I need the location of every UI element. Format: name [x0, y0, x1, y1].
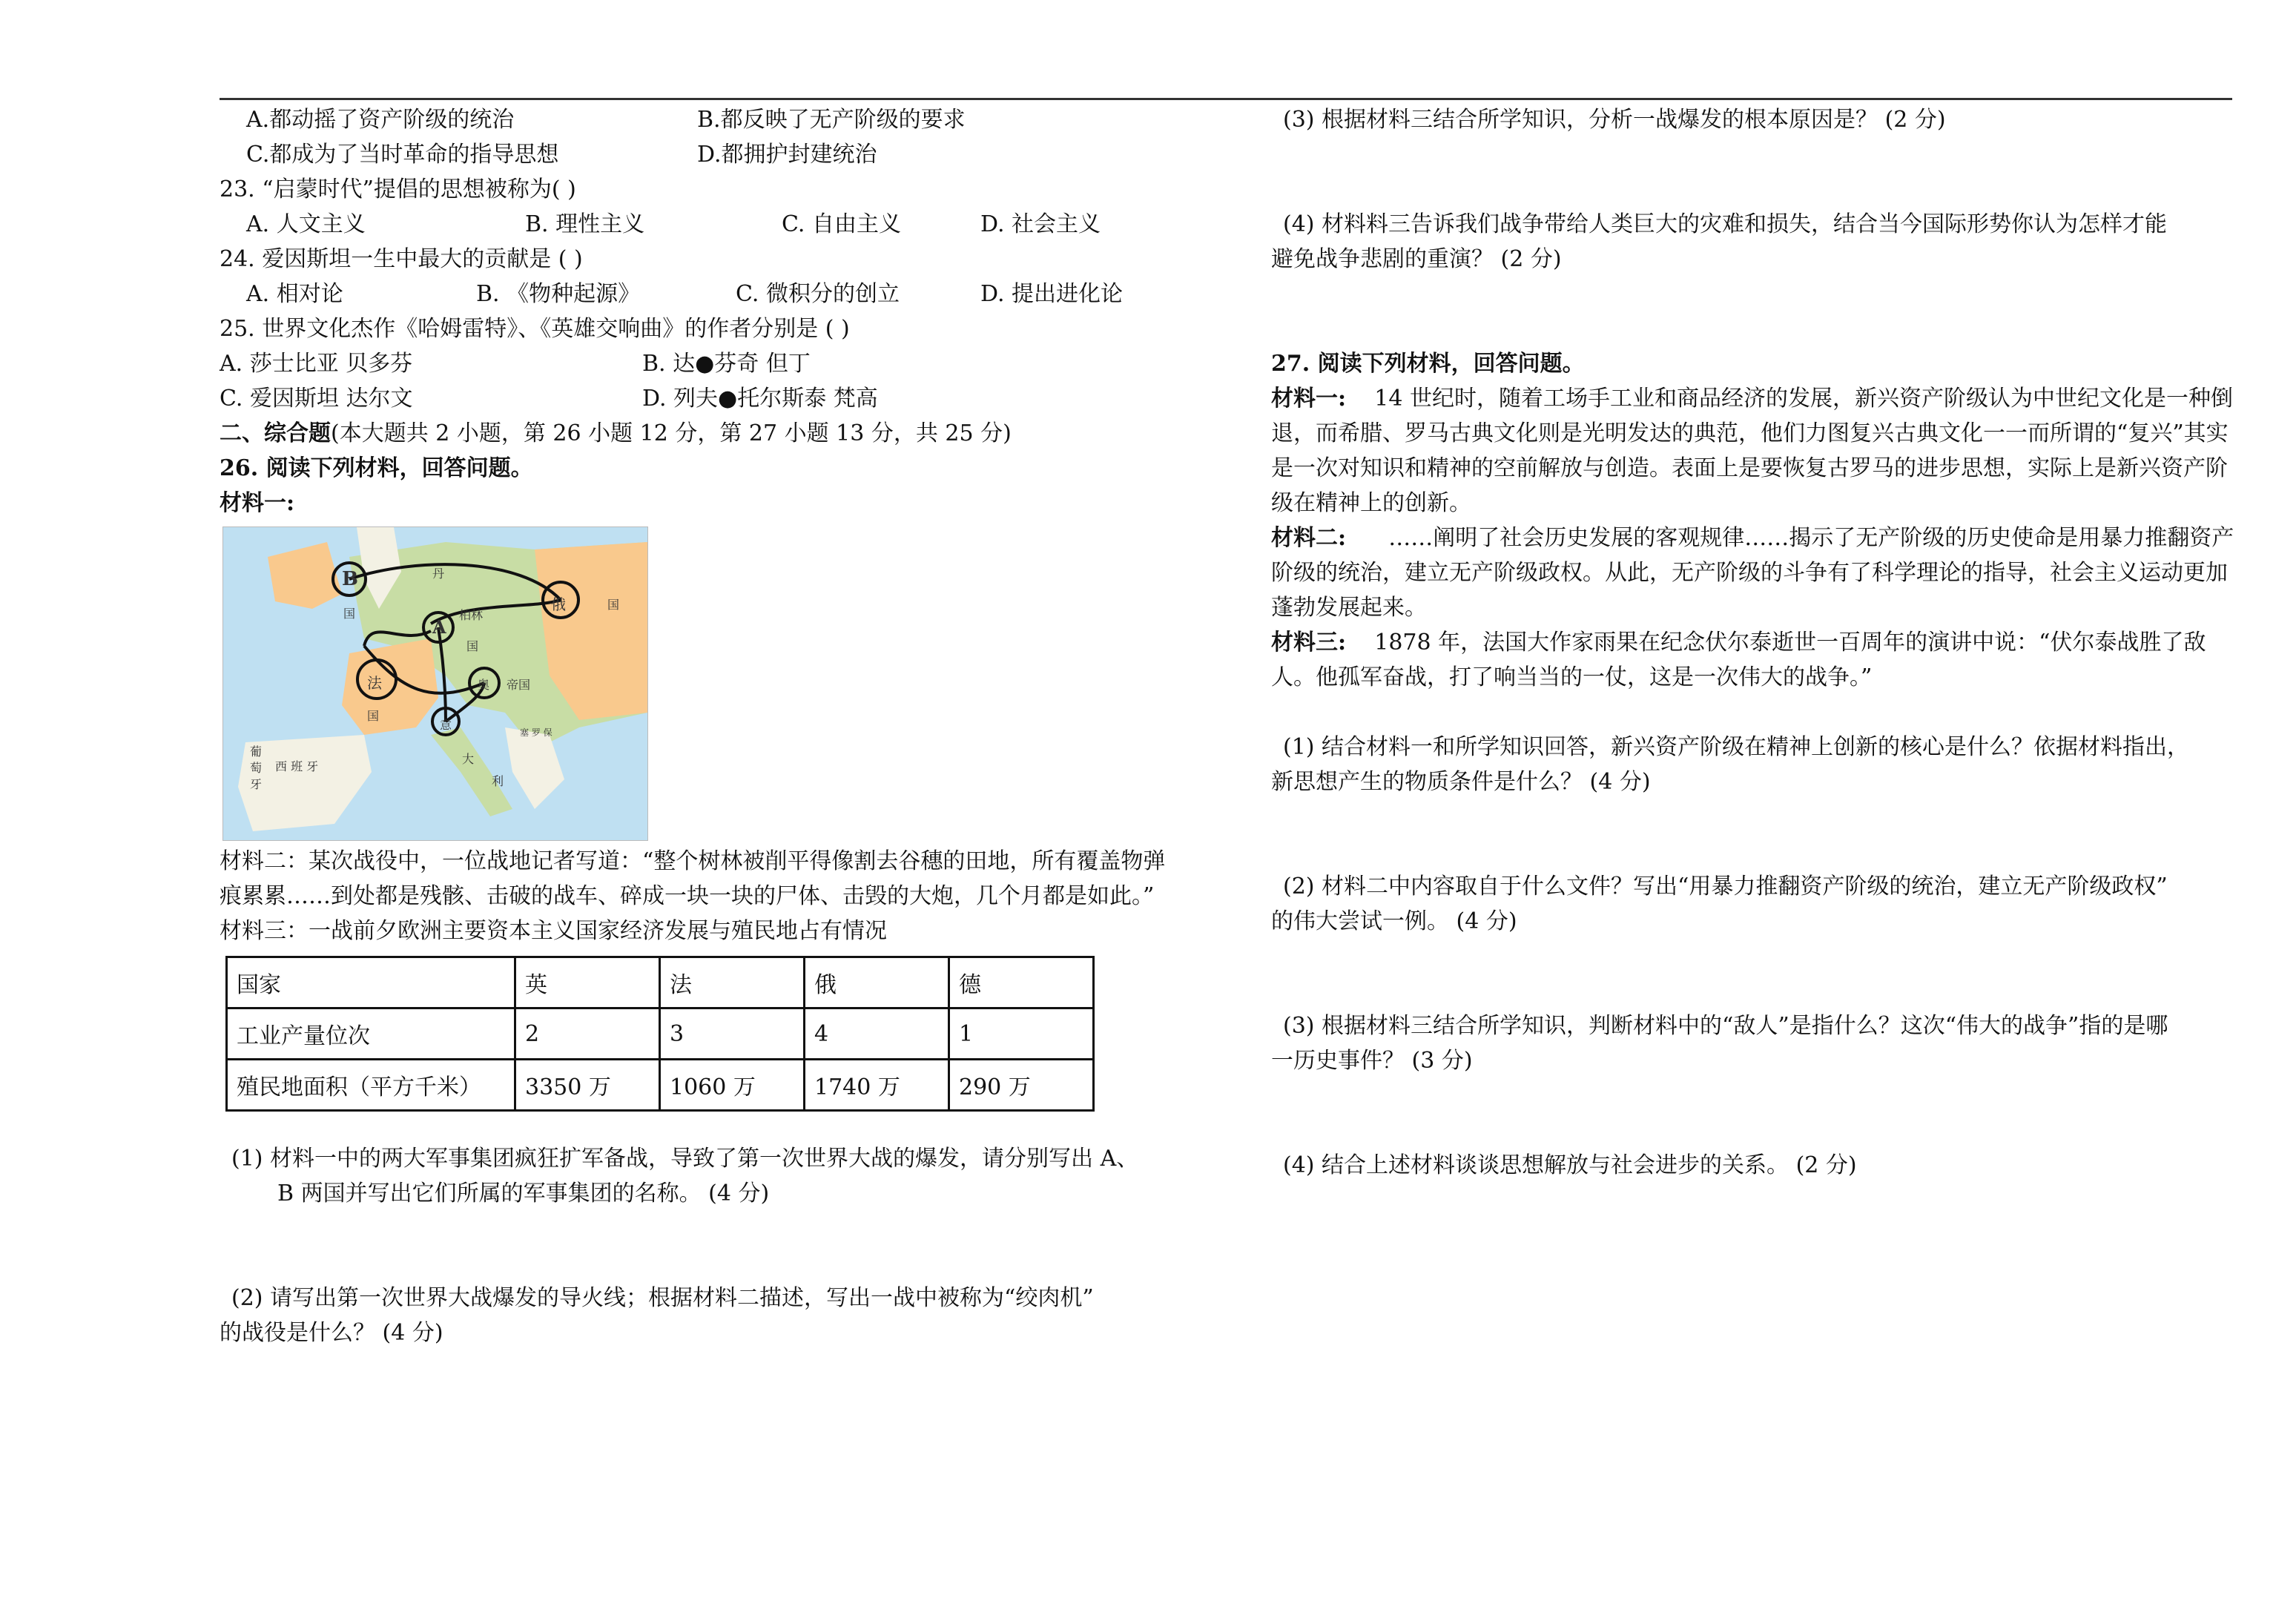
q22-option-d: D.都拥护封建统治 — [697, 142, 877, 168]
q26-part2-line2: 的战役是什么？ (4 分) — [220, 1320, 443, 1346]
map-label-e: 俄 — [551, 595, 566, 613]
map-label-portugal-2: 萄 — [250, 761, 263, 775]
table-cell: 德 — [949, 957, 1094, 1008]
q26-part1-line1: (1) 材料一中的两大军事集团疯狂扩军备战，导致了第一次世界大战的爆发，请分别写出 A、 — [231, 1146, 1139, 1172]
table-cell: 3350 万 — [515, 1060, 660, 1111]
q22-option-a: A.都动摇了资产阶级的统治 — [246, 107, 515, 133]
section2-description: (本大题共 2 小题，第 26 小题 12 分，第 27 小题 13 分，共 25 分) — [331, 420, 1012, 446]
q24-options — [220, 277, 1184, 311]
q27-part3-line1: (3) 根据材料三结合所学知识，判断材料中的“敌人”是指什么？这次“伟大的战争”指的是哪 — [1283, 1013, 2168, 1039]
q22-option-b: B.都反映了无产阶级的要求 — [697, 107, 966, 133]
map-label-a: A — [432, 616, 446, 638]
q27-material3 — [1271, 625, 2235, 695]
q23-option-d: D. 社会主义 — [980, 211, 1101, 237]
q27-part3-line2: 一历史事件？ (3 分) — [1271, 1048, 1473, 1074]
right-column — [1271, 102, 2240, 1183]
q27-title: 27. 阅读下列材料，回答问题。 — [1271, 351, 1585, 377]
q23-option-a: A. 人文主义 — [246, 211, 366, 237]
map-label-da: 大 — [462, 752, 475, 766]
q25-option-b: B. 达●芬奇 但丁 — [642, 351, 811, 377]
europe-alliances-map — [222, 526, 648, 841]
q25-option-a: A. 莎士比亚 贝多芬 — [220, 351, 413, 377]
q26-part4-line1: (4) 材料料三告诉我们战争带给人类巨大的灾难和损失，结合当今国际形势你认为怎样才能 — [1283, 211, 2168, 237]
map-label-spain: 西 班 牙 — [275, 759, 319, 773]
map-label-e-guo: 国 — [607, 598, 620, 612]
q27-material3-text: 1878 年，法国大作家雨果在纪念伏尔泰逝世一百周年的演讲中说：“伏尔泰战胜了敌人。他孤军奋战，打了响当当的一仗，这是一次伟大的战争。” — [1271, 630, 2206, 690]
q26-title: 26. 阅读下列材料，回答问题。 — [220, 455, 533, 481]
table-cell: 4 — [805, 1008, 949, 1060]
table-row — [227, 957, 1094, 1008]
map-label-portugal-3: 牙 — [250, 777, 263, 791]
table-cell: 1 — [949, 1008, 1094, 1060]
q22-options-row2 — [220, 137, 1184, 172]
q27-part4: (4) 结合上述材料谈谈思想解放与社会进步的关系。 (2 分) — [1283, 1152, 1857, 1178]
map-label-ying-guo: 国 — [343, 607, 356, 621]
q26-part3: (3) 根据材料三结合所学知识，分析一战爆发的根本原因是？ (2 分) — [1283, 107, 1946, 133]
q27-material2-label: 材料二: — [1271, 525, 1347, 551]
q27-part1-line2: 新思想产生的物质条件是什么？ (4 分) — [1271, 769, 1651, 795]
map-label-yi: 意 — [440, 718, 452, 732]
q26-material3-title: 材料三：一战前夕欧洲主要资本主义国家经济发展与殖民地占有情况 — [220, 918, 887, 944]
q27-material1-text: 14 世纪时，随着工场手工业和商品经济的发展，新兴资产阶级认为中世纪文化是一种倒退，而希腊、罗马古典文化则是光明发达的典范，他们力图复兴古典文化一一而所谓的“复兴”其实是一次对知识和精神的空前解放与创造。表面上是要恢复古罗马的进步思想，实际上是新兴资产阶级在精神上的创新。 — [1271, 386, 2233, 516]
map-label-b: B — [342, 568, 358, 590]
section2-label: 二、综合题 — [220, 420, 331, 446]
table-cell: 法 — [660, 957, 805, 1008]
table-row — [227, 1060, 1094, 1111]
map-label-balkans: 塞 罗 保 — [520, 727, 552, 738]
table-cell: 工业产量位次 — [227, 1008, 515, 1060]
q26-material2: 材料二：某次战役中，一位战地记者写道：“整个树林被削平得像割去谷穗的田地，所有覆盖物弹痕累累……到处都是残骸、击破的战车、碎成一块一块的尸体、击毁的大炮，几个月都是如此。” — [220, 848, 1166, 909]
q27-material2 — [1271, 521, 2235, 625]
q23-question: 23. “启蒙时代”提倡的思想被称为( ) — [220, 176, 576, 202]
map-label-li: 利 — [492, 774, 504, 788]
map-label-fa-guo: 国 — [367, 709, 380, 723]
q25-option-d: D. 列夫●托尔斯泰 梵高 — [642, 386, 878, 412]
table-cell: 1060 万 — [660, 1060, 805, 1111]
map-label-portugal-1: 葡 — [250, 745, 263, 759]
table-row — [227, 1008, 1094, 1060]
economy-colony-table — [225, 956, 1095, 1112]
left-column — [220, 102, 1184, 1350]
q27-part2-line1: (2) 材料二中内容取自于什么文件？写出“用暴力推翻资产阶级的统治，建立无产阶级政权” — [1283, 874, 2168, 899]
q24-option-d: D. 提出进化论 — [980, 281, 1124, 307]
q27-material3-label: 材料三: — [1271, 630, 1347, 656]
q27-material1 — [1271, 381, 2235, 521]
map-label-danish: 丹 — [432, 567, 445, 581]
header-rule — [220, 98, 2232, 100]
q26-material1-label: 材料一: — [220, 490, 295, 516]
q27-material2-text: ……阐明了社会历史发展的客观规律……揭示了无产阶级的历史使命是用暴力推翻资产阶级的统治，建立无产阶级政权。从此，无产阶级的斗争有了科学理论的指导，社会主义运动更加蓬勃发展起来。 — [1271, 525, 2234, 621]
table-cell: 3 — [660, 1008, 805, 1060]
q25-options-row2 — [220, 381, 1184, 416]
q23-option-c: C. 自由主义 — [782, 211, 901, 237]
table-cell: 俄 — [805, 957, 949, 1008]
q25-question: 25. 世界文化杰作《哈姆雷特》、《英雄交响曲》的作者分别是 ( ) — [220, 316, 850, 342]
q23-option-b: B. 理性主义 — [525, 211, 645, 237]
q25-option-c: C. 爱因斯坦 达尔文 — [220, 386, 413, 412]
table-cell: 英 — [515, 957, 660, 1008]
map-label-ao-empire: 帝国 — [507, 678, 531, 692]
q27-part2-line2: 的伟大尝试一例。 (4 分) — [1271, 908, 1517, 934]
q24-option-a: A. 相对论 — [246, 281, 343, 307]
q24-option-b: B. 《物种起源》 — [476, 281, 641, 307]
q23-options — [220, 207, 1184, 242]
q22-option-c: C.都成为了当时革命的指导思想 — [246, 142, 559, 168]
table-cell: 殖民地面积（平方千米） — [227, 1060, 515, 1111]
table-cell: 国家 — [227, 957, 515, 1008]
section2-heading — [220, 416, 1184, 451]
q24-question: 24. 爱因斯坦一生中最大的贡献是 ( ) — [220, 246, 583, 272]
q24-option-c: C. 微积分的创立 — [736, 281, 900, 307]
map-label-de-guo: 国 — [466, 639, 479, 653]
map-label-ao: 奥 — [478, 678, 490, 692]
q22-options-row1 — [220, 102, 1184, 137]
q27-part1-line1: (1) 结合材料一和所学知识回答，新兴资产阶级在精神上创新的核心是什么？依据材料指出， — [1283, 734, 2190, 760]
table-cell: 1740 万 — [805, 1060, 949, 1111]
map-label-berlin: 柏林 — [459, 608, 484, 622]
q26-part2-line1: (2) 请写出第一次世界大战爆发的导火线；根据材料二描述，写出一战中被称为“绞肉机” — [231, 1285, 1094, 1311]
q26-part1-line2: B 两国并写出它们所属的军事集团的名称。 (4 分) — [277, 1181, 770, 1206]
table-cell: 2 — [515, 1008, 660, 1060]
q27-material1-label: 材料一: — [1271, 386, 1347, 412]
q26-part4-line2: 避免战争悲剧的重演？ (2 分) — [1271, 246, 1562, 272]
q25-options-row1 — [220, 346, 1184, 381]
table-cell: 290 万 — [949, 1060, 1094, 1111]
map-label-fa: 法 — [367, 674, 382, 692]
